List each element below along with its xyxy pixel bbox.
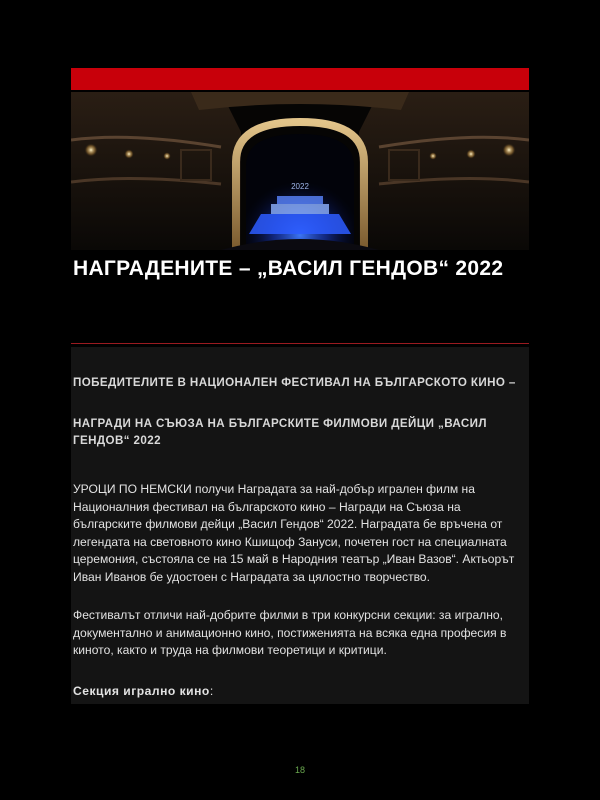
section-label: Секция игрално кино [73, 684, 210, 698]
stage-year-text: 2022 [291, 182, 309, 191]
section-heading [73, 683, 529, 701]
page-title: НАГРАДЕНИТЕ – „ВАСИЛ ГЕНДОВ“ 2022 [73, 257, 504, 280]
paragraph-2: Фестивалът отличи най-добрите филми в три конкурсни секции: за игрално, документално и анимационно кино, постиженията на всяка една професия в киното, както и труда на филмови теоретици и критици. [73, 608, 507, 657]
red-header-bar [71, 68, 529, 90]
hero-image [71, 92, 529, 250]
section-colon: : [209, 684, 214, 698]
subtitle-1: ПОБЕДИТЕЛИТЕ В НАЦИОНАЛЕН ФЕСТИВАЛ НА БЪЛГАРСКОТО КИНО – [73, 376, 516, 389]
subtitle-2: НАГРАДИ НА СЪЮЗА НА БЪЛГАРСКИТЕ ФИЛМОВИ ДЕЙЦИ „ВАСИЛ ГЕНДОВ“ 2022 [73, 417, 487, 447]
paragraph-1: УРОЦИ ПО НЕМСКИ получи Наградата за най-добър игрален филм на Националния фестивал на българското кино – Награди на Съюза на българските филмови дейци „Васил Гендов“ 2022. Наградата бе връчена от легендата на световното кино Кшищоф Зануси, почетен гост на специалната церемония, състояла се на 15 май в Народния театър „Иван Вазов“. Актьорът Иван Иванов бе удостоен с Наградата за цялостно творчество. [73, 482, 515, 584]
section-divider [71, 343, 529, 344]
page-number: 18 [294, 765, 305, 775]
